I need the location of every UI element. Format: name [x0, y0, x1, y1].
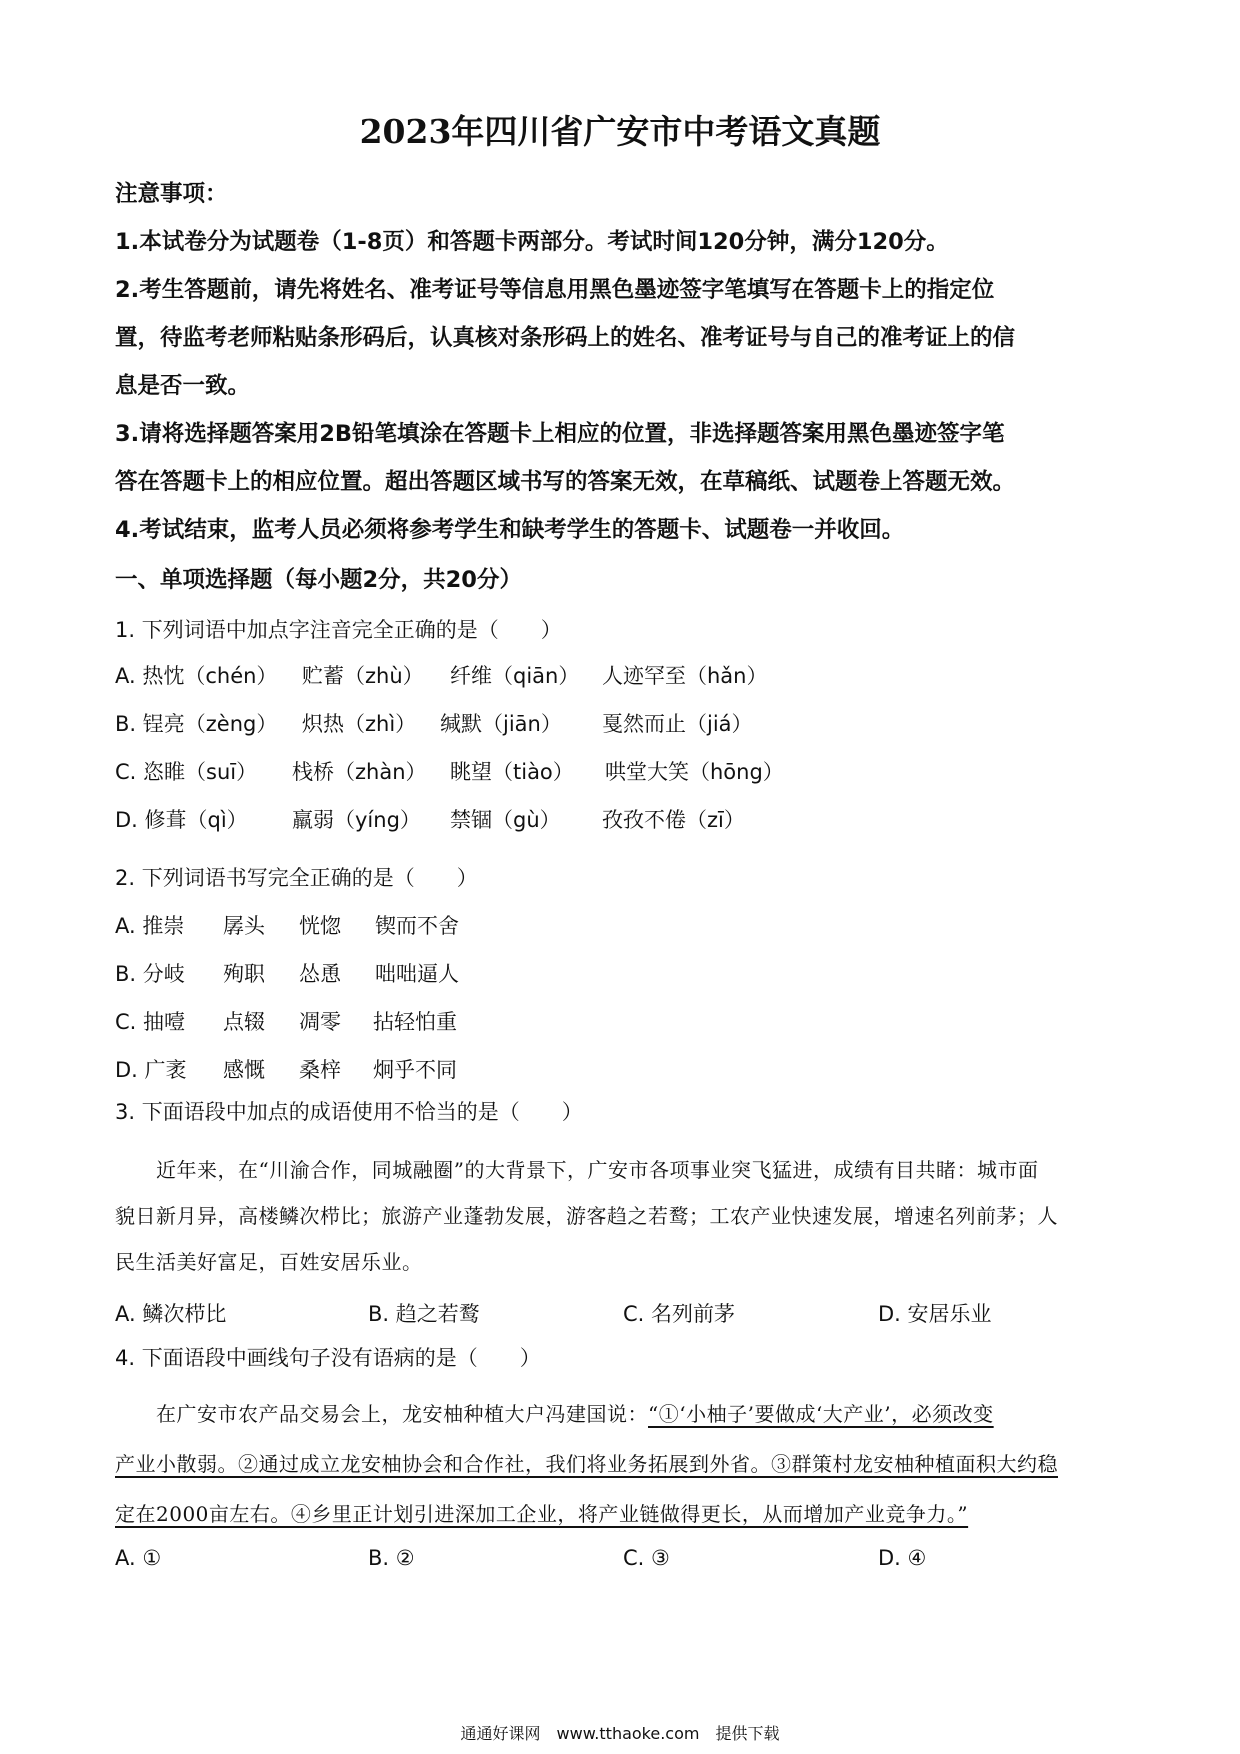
question-4-passage-line	[115, 1398, 1125, 1427]
option-word: 缄默（jiān）	[440, 712, 562, 736]
option-word: 孱头	[223, 914, 265, 938]
option-word: 拈轻怕重	[373, 1010, 457, 1034]
question-3-passage-line: 貌日新月异，高楼鳞次栉比；旅游产业蓬勃发展，游客趋之若鹜；工农产业快速发展，增速名列前茅；人	[115, 1204, 1058, 1228]
passage-intro: 在广安市农产品交易会上，龙安柚种植大户冯建国说：	[115, 1402, 648, 1426]
option-word: 感慨	[223, 1058, 265, 1082]
section-heading: 一、单项选择题（每小题2分，共20分）	[115, 567, 522, 593]
notice-line: 2.考生答题前，请先将姓名、准考证号等信息用黑色墨迹签字笔填写在答题卡上的指定位	[115, 277, 995, 303]
page-footer: 通通好课网 www.tthaoke.com 提供下载	[460, 1724, 780, 1743]
option-word: 炯乎不同	[373, 1058, 457, 1082]
option-word: 炽热（zhì）	[302, 712, 417, 736]
option-word: 哄堂大笑（hōng）	[605, 760, 784, 784]
option-d: D. ④	[878, 1546, 927, 1570]
option-word: B. 锃亮（zèng）	[115, 712, 278, 736]
option-word: 桑梓	[299, 1058, 341, 1082]
option-word: B. 分岐	[115, 962, 185, 986]
question-1-stem: 1. 下列词语中加点字注音完全正确的是（ ）	[115, 618, 562, 642]
notice-line: 答在答题卡上的相应位置。超出答题区域书写的答案无效，在草稿纸、试题卷上答题无效。	[115, 469, 1016, 495]
underlined-sentence: 定在2000亩左右。④乡里正计划引进深加工企业，将产业链做得更长，从而增加产业竞争力。”	[115, 1502, 969, 1526]
question-4-passage-line	[115, 1498, 1125, 1527]
option-a: A. 鳞次栉比	[115, 1302, 227, 1326]
question-4-stem: 4. 下面语段中画线句子没有语病的是（ ）	[115, 1346, 541, 1370]
option-word: 点辍	[223, 1010, 265, 1034]
option-word: 恍惚	[299, 914, 341, 938]
option-word: 戛然而止（jiá）	[602, 712, 753, 736]
option-word: 咄咄逼人	[375, 962, 459, 986]
option-word: 孜孜不倦（zī）	[602, 808, 745, 832]
page-title: 2023年四川省广安市中考语文真题	[359, 112, 881, 151]
option-word: 殉职	[223, 962, 265, 986]
option-word: 栈桥（zhàn）	[292, 760, 427, 784]
option-c: C. 名列前茅	[623, 1302, 736, 1326]
notice-heading: 注意事项：	[115, 181, 228, 207]
option-word: D. 广袤	[115, 1058, 187, 1082]
option-b: B. 趋之若鹜	[368, 1302, 480, 1326]
option-word: 纤维（qiān）	[450, 664, 580, 688]
option-a: A. ①	[115, 1546, 162, 1570]
option-word: 贮蓄（zhù）	[302, 664, 424, 688]
notice-line: 4.考试结束，监考人员必须将参考学生和缺考学生的答题卡、试题卷一并收回。	[115, 517, 905, 543]
option-c: C. ③	[623, 1546, 670, 1570]
question-3-stem: 3. 下面语段中加点的成语使用不恰当的是（ ）	[115, 1100, 583, 1124]
option-word: 羸弱（yíng）	[292, 808, 421, 832]
question-2-stem: 2. 下列词语书写完全正确的是（ ）	[115, 866, 478, 890]
option-b: B. ②	[368, 1546, 415, 1570]
option-word: 怂恿	[299, 962, 341, 986]
option-word: A. 热忱（chén）	[115, 664, 278, 688]
option-word: C. 抽噎	[115, 1010, 186, 1034]
notice-line: 3.请将选择题答案用2B铅笔填涂在答题卡上相应的位置，非选择题答案用黑色墨迹签字笔	[115, 421, 1005, 447]
option-d: D. 安居乐业	[878, 1302, 992, 1326]
option-word: 凋零	[299, 1010, 341, 1034]
option-word: C. 恣睢（suī）	[115, 760, 258, 784]
question-3-passage-line: 民生活美好富足，百姓安居乐业。	[115, 1250, 423, 1274]
option-word: D. 修葺（qì）	[115, 808, 248, 832]
option-word: 眺望（tiào）	[450, 760, 574, 784]
underlined-sentence: 产业小散弱。②通过成立龙安柚协会和合作社，我们将业务拓展到外省。③群策村龙安柚种植面积大约稳	[115, 1452, 1058, 1476]
question-4-passage-line	[115, 1448, 1125, 1477]
option-word: 锲而不舍	[375, 914, 459, 938]
option-word: 禁锢（gù）	[450, 808, 561, 832]
notice-line: 置，待监考老师粘贴条形码后，认真核对条形码上的姓名、准考证号与自己的准考证上的信	[115, 325, 1016, 351]
question-3-passage-line: 近年来，在“川渝合作，同城融圈”的大背景下，广安市各项事业突飞猛进，成绩有目共睹：城市面	[115, 1158, 1039, 1182]
notice-line: 1.本试卷分为试题卷（1-8页）和答题卡两部分。考试时间120分钟，满分120分。	[115, 229, 949, 255]
underlined-sentence: “①‘小柚子’要做成‘大产业’，必须改变	[648, 1402, 994, 1426]
option-word: A. 推崇	[115, 914, 185, 938]
option-word: 人迹罕至（hǎn）	[602, 664, 768, 688]
notice-line: 息是否一致。	[115, 373, 251, 399]
